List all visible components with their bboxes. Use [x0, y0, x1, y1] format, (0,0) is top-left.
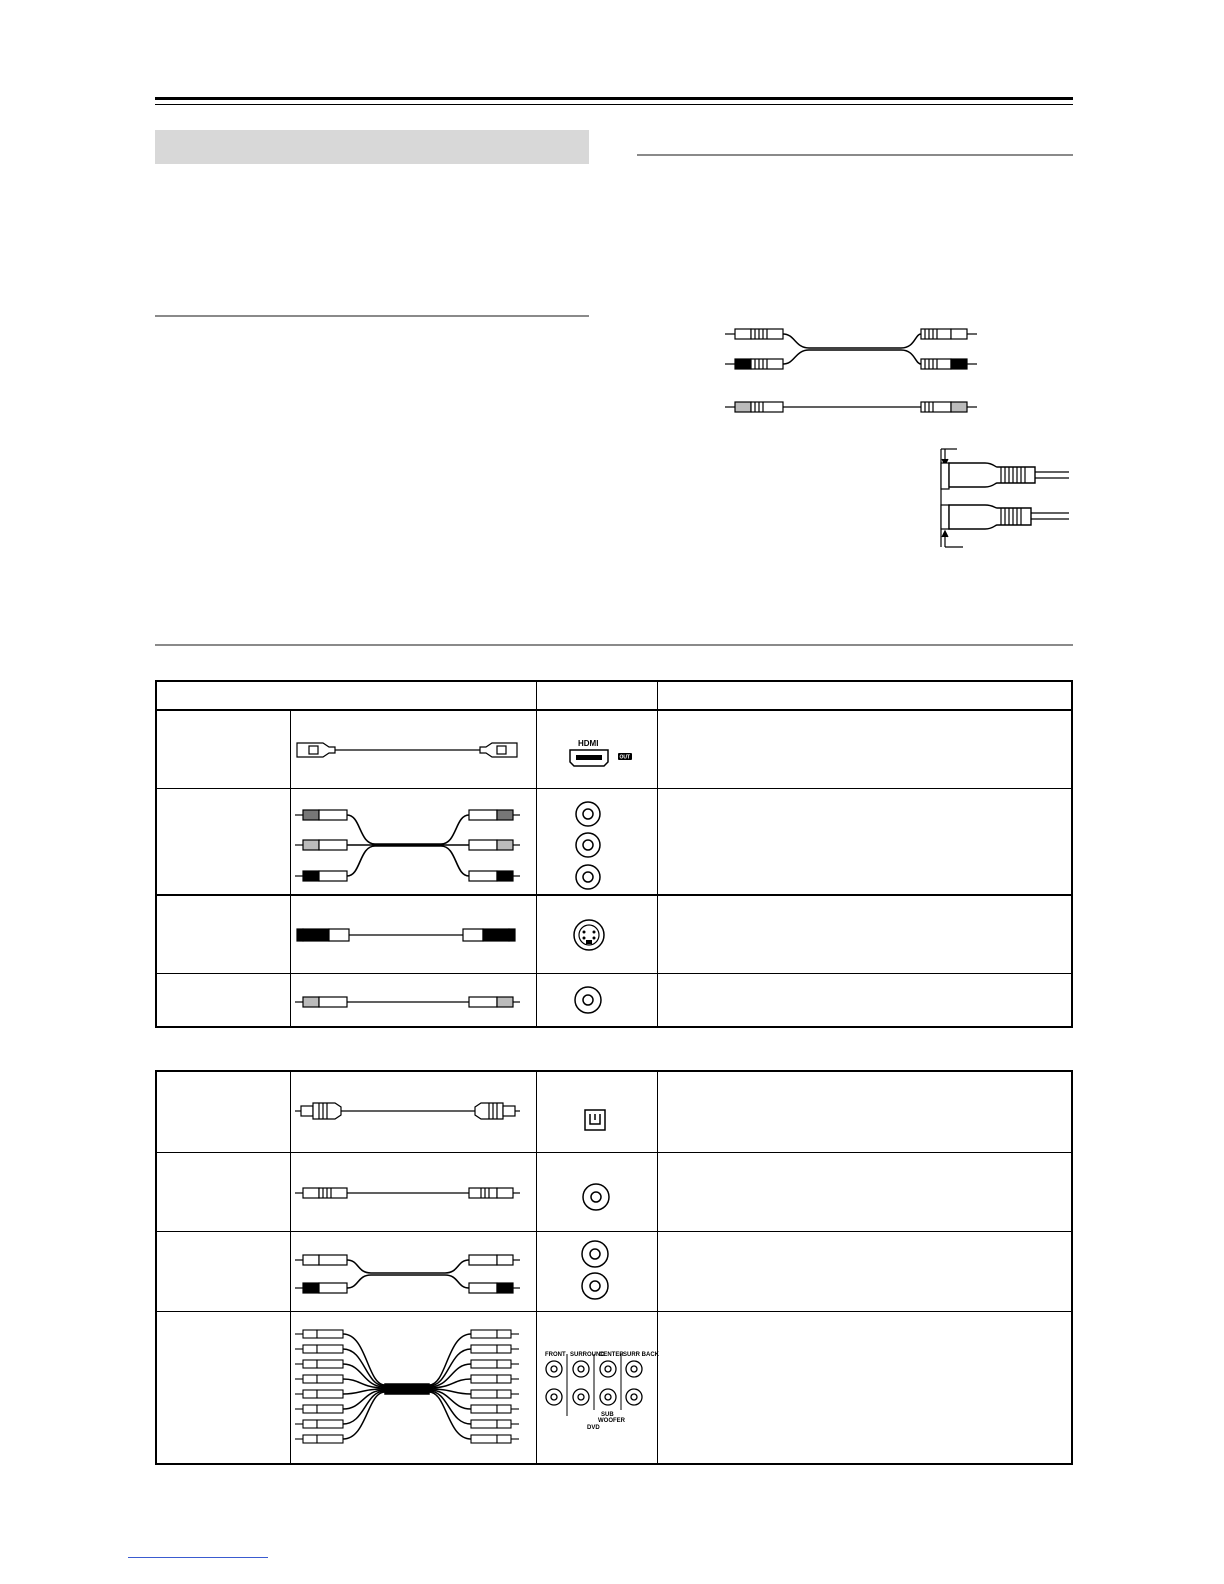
hdmi-jack-icon	[568, 738, 638, 770]
top-rule-thin	[155, 104, 1073, 105]
table-row-divider	[157, 788, 1071, 789]
sub-label: SUB	[601, 1412, 614, 1418]
surround-label: SURROUND	[570, 1352, 605, 1358]
dvd-label: DVD	[587, 1425, 600, 1431]
table-row-divider	[157, 894, 1071, 896]
full-section-rule	[155, 644, 1073, 646]
analog-audio-jacks-icon	[580, 1238, 610, 1302]
coaxial-jack-icon	[581, 1182, 611, 1212]
composite-video-jack-icon	[573, 985, 603, 1015]
table-divider	[536, 682, 537, 1026]
video-connection-table	[155, 680, 1073, 1028]
surr-back-label: SURR BACK	[623, 1352, 659, 1358]
table-row-divider	[157, 1311, 1071, 1312]
plug-insertion-illustration	[935, 445, 1075, 550]
table-row-divider	[157, 973, 1071, 974]
section-heading-band	[155, 130, 589, 164]
center-label: CENTER	[599, 1352, 624, 1358]
hdmi-label: HDMI	[578, 739, 599, 748]
front-label: FRONT	[545, 1352, 566, 1358]
s-video-jack-icon	[572, 918, 606, 952]
s-video-cable-image	[295, 926, 520, 944]
footer-link-underline[interactable]	[128, 1557, 268, 1558]
table-row-divider	[157, 1152, 1071, 1153]
table-divider	[290, 1072, 291, 1463]
hdmi-cable-image	[295, 738, 520, 762]
table-divider	[290, 709, 291, 1026]
table-divider	[657, 682, 658, 1026]
woofer-label: WOOFER	[598, 1418, 625, 1424]
hdmi-out-label: OUT	[619, 754, 631, 761]
table-divider	[657, 1072, 658, 1463]
table-header-divider	[157, 709, 1071, 711]
multichannel-jack-panel-icon	[543, 1350, 659, 1431]
optical-jack-icon	[583, 1108, 607, 1132]
stereo-rca-cable-illustration	[725, 320, 985, 420]
optical-cable-image	[295, 1100, 520, 1122]
component-video-cable-image	[295, 806, 520, 884]
left-section-rule	[155, 315, 589, 317]
right-section-rule	[637, 154, 1073, 156]
coaxial-cable-image	[295, 1185, 520, 1201]
multichannel-cable-image	[295, 1326, 520, 1450]
composite-video-cable-image	[295, 994, 520, 1010]
component-jacks-icon	[572, 800, 604, 892]
top-rule-thick	[155, 97, 1073, 100]
analog-audio-cable-image	[295, 1250, 520, 1298]
table-row-divider	[157, 1231, 1071, 1232]
table-divider	[536, 1072, 537, 1463]
